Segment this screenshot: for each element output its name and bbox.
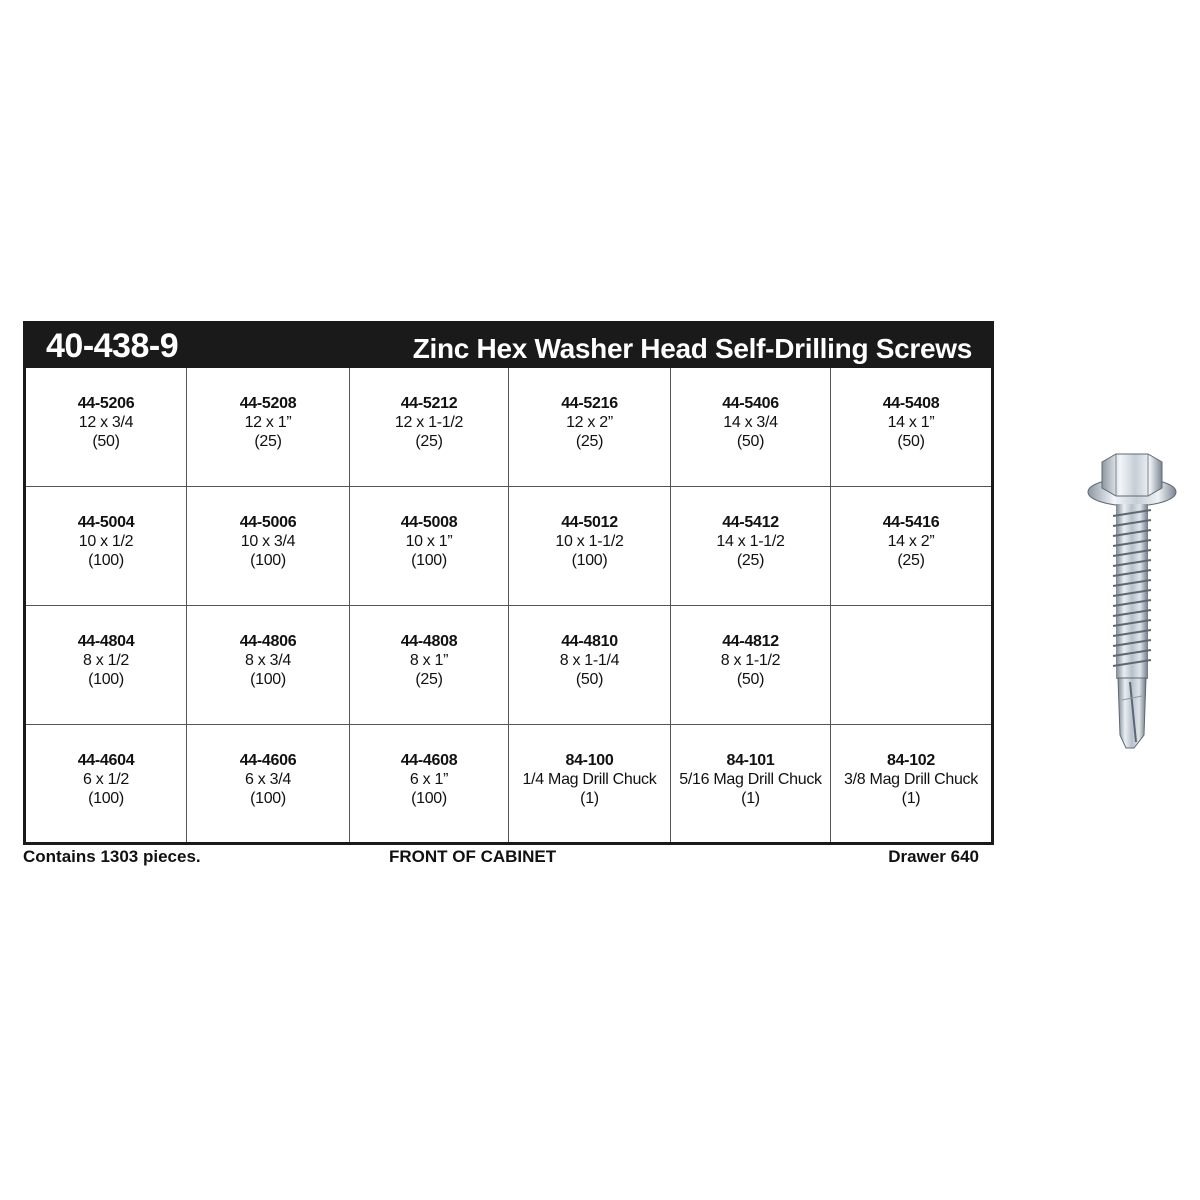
part-number: 44-4804 [77, 633, 135, 650]
compartment-44-5012 [509, 487, 671, 606]
part-number: 84-100 [565, 752, 614, 769]
part-number: 44-4604 [77, 752, 135, 769]
compartment-44-4608 [350, 725, 509, 842]
part-quantity: (25) [415, 671, 443, 688]
part-size: 10 x 1” [405, 533, 453, 550]
part-number: 84-102 [886, 752, 936, 769]
part-number: 44-4608 [400, 752, 458, 769]
part-number: 44-4810 [561, 633, 618, 650]
part-number: 44-5208 [239, 395, 297, 412]
part-size: 8 x 1-1/4 [559, 652, 620, 669]
compartment-44-4804 [26, 606, 187, 725]
part-quantity: (25) [575, 433, 604, 450]
part-size: 6 x 1” [409, 771, 449, 788]
part-number: 44-4806 [239, 633, 297, 650]
part-quantity: (1) [901, 790, 921, 807]
part-quantity: (100) [250, 671, 286, 688]
part-quantity: (50) [575, 671, 604, 688]
part-quantity: (25) [254, 433, 282, 450]
cabinet-orientation: FRONT OF CABINET [389, 847, 557, 866]
part-number: 44-4808 [400, 633, 458, 650]
part-size: 8 x 3/4 [245, 652, 291, 669]
part-quantity: (25) [415, 433, 443, 450]
part-number: 44-5206 [77, 395, 135, 412]
part-number: 44-5008 [400, 514, 458, 531]
compartment-44-5416 [831, 487, 991, 606]
part-quantity: (25) [736, 552, 765, 569]
compartment-84-100 [509, 725, 671, 842]
part-size: 14 x 1” [887, 414, 935, 431]
part-number: 44-5412 [722, 514, 779, 531]
compartment-44-5212 [350, 368, 509, 487]
compartment-44-5006 [187, 487, 350, 606]
compartment-44-4812 [671, 606, 831, 725]
part-size: 12 x 3/4 [78, 414, 134, 431]
part-number: 44-5004 [77, 514, 135, 531]
part-number: 44-4606 [239, 752, 297, 769]
part-number: 44-5012 [561, 514, 618, 531]
part-size: 8 x 1” [409, 652, 449, 669]
part-size: 14 x 2” [887, 533, 935, 550]
compartment-44-5008 [350, 487, 509, 606]
part-quantity: (50) [897, 433, 925, 450]
drawer-number: Drawer 640 [888, 847, 979, 866]
part-quantity: (25) [897, 552, 925, 569]
compartment-grid [26, 368, 991, 842]
kit-number: 40-438-9 [46, 327, 179, 365]
compartment-44-5216 [509, 368, 671, 487]
compartment-44-5208 [187, 368, 350, 487]
part-number: 44-5416 [882, 514, 940, 531]
compartment-44-5412 [671, 487, 831, 606]
part-quantity: (100) [250, 552, 286, 569]
part-size: 6 x 1/2 [83, 771, 129, 788]
part-size: 12 x 2” [566, 414, 613, 431]
part-number: 44-5212 [400, 395, 458, 412]
part-number: 44-5006 [239, 514, 297, 531]
part-size: 10 x 1/2 [78, 533, 134, 550]
part-quantity: (100) [88, 552, 124, 569]
compartment-44-4604 [26, 725, 187, 842]
compartment-44-5408 [831, 368, 991, 487]
compartment-84-102 [831, 725, 991, 842]
part-size: 8 x 1/2 [83, 652, 129, 669]
part-quantity: (1) [580, 790, 599, 807]
drawer-chart [23, 321, 994, 845]
piece-count: Contains 1303 pieces. [23, 847, 201, 866]
chart-header [26, 324, 991, 368]
part-quantity: (50) [92, 433, 120, 450]
part-quantity: (50) [736, 671, 765, 688]
part-number: 84-101 [726, 752, 775, 769]
part-quantity: (100) [571, 552, 608, 569]
compartment-44-4606 [187, 725, 350, 842]
part-number: 44-5216 [561, 395, 618, 412]
part-size: 8 x 1-1/2 [720, 652, 781, 669]
part-size: 14 x 1-1/2 [716, 533, 785, 550]
part-quantity: (100) [411, 790, 447, 807]
part-quantity: (100) [88, 671, 124, 688]
part-size: 10 x 1-1/2 [555, 533, 624, 550]
part-quantity: (100) [411, 552, 447, 569]
compartment-84-101 [671, 725, 831, 842]
part-size: 6 x 3/4 [245, 771, 291, 788]
compartment-44-5206 [26, 368, 187, 487]
part-number: 44-5406 [722, 395, 779, 412]
part-quantity: (1) [741, 790, 760, 807]
part-size: 1/4 Mag Drill Chuck [522, 771, 657, 788]
part-size: 14 x 3/4 [723, 414, 778, 431]
part-quantity: (100) [250, 790, 286, 807]
compartment-44-5004 [26, 487, 187, 606]
compartment-empty [831, 606, 991, 725]
part-quantity: (100) [88, 790, 124, 807]
part-size: 12 x 1-1/2 [394, 414, 464, 431]
compartment-44-5406 [671, 368, 831, 487]
kit-title: Zinc Hex Washer Head Self-Drilling Screws [412, 333, 972, 364]
part-size: 12 x 1” [244, 414, 292, 431]
compartment-44-4810 [509, 606, 671, 725]
hex-washer-head-screw-icon [1080, 450, 1200, 760]
compartment-44-4808 [350, 606, 509, 725]
part-quantity: (50) [736, 433, 765, 450]
part-size: 3/8 Mag Drill Chuck [844, 771, 978, 788]
part-size: 10 x 3/4 [240, 533, 296, 550]
part-size: 5/16 Mag Drill Chuck [679, 771, 822, 788]
compartment-44-4806 [187, 606, 350, 725]
part-number: 44-5408 [882, 395, 940, 412]
part-number: 44-4812 [722, 633, 779, 650]
